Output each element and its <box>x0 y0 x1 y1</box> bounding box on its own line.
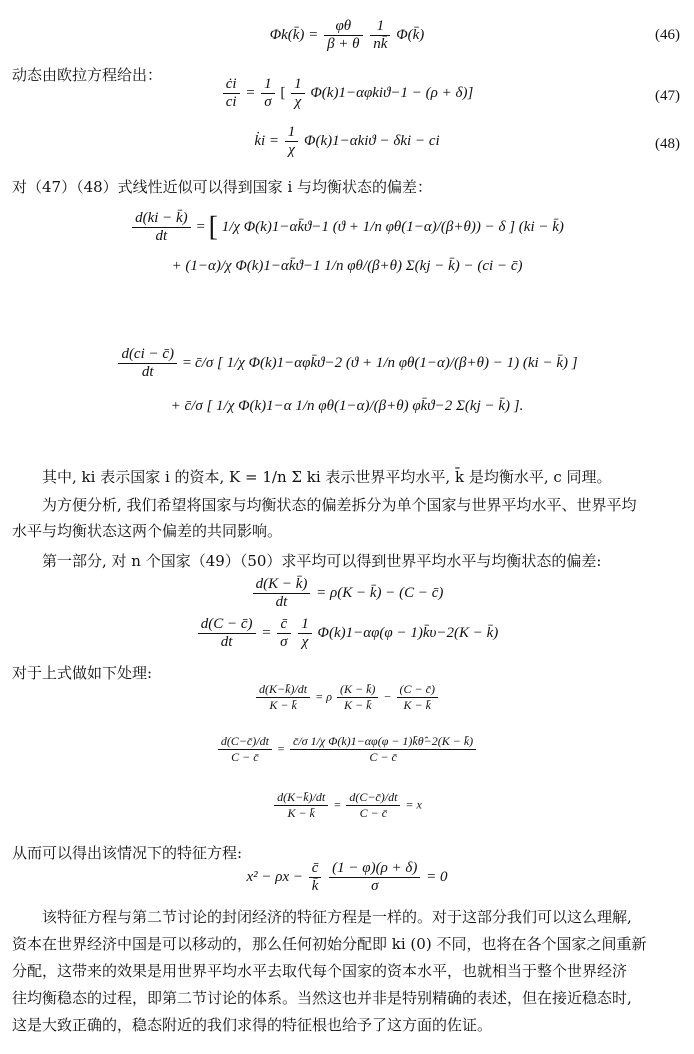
final-para-line-3: 分配，这带来的效果是用世界平均水平去取代每个国家的资本水平，也就相当于整个世界经济 <box>12 962 628 980</box>
deviation-c-equation-line2: + c̄/σ [ 1/χ Φ(k)1−α 1/n φθ(1−α)/(β+θ) φk̄ϑ−2 Σ(kj − k̄) ]. <box>170 398 524 414</box>
eq-number-46: (46) <box>655 27 680 43</box>
final-para-line-5: 这是大致正确的，稳态附近的我们求得的特征根也给予了这方面的佐证。 <box>12 1016 493 1034</box>
equation-46: Φk(k̄) = $\frac{\varphi\theta}{\beta + \theta}$ $\frac{1}{nk̄}$ Φ(k̄) <box>269 18 425 52</box>
para-first-part: 第一部分, 对 n 个国家（49）（50）求平均可以得到世界平均水平与均衡状态的偏差: <box>42 552 602 570</box>
final-para-line-4: 往均衡稳态的过程，即第二节讨论的体系。当然这也并非是特别精确的表述，但在接近稳态时, <box>12 989 632 1007</box>
para-split-a: 为方便分析, 我们希望将国家与均衡状态的偏差拆分为单个国家与世界平均水平、世界平均 <box>42 496 637 514</box>
equation-ratio-k: $\frac{d(K-k̄)/dt}{K - k̄}$ = ρ $\frac{(K - k̄)}{K - k̄}$ − $\frac{(C - c̄)}{K - k̄}$ <box>0 682 694 713</box>
final-para-line-2: 资本在世界经济中国是可以移动的，那么任何初始分配即 ki (0) 不同，也将在各个国家之间重新 <box>12 935 647 953</box>
deviation-k-equation: $\frac{d(ki - k̄)}{dt}$ = [ 1/χ Φ(k)1−αk̄ϑ−1 (ϑ + 1/n φθ(1−α)/(β+θ)) − δ ] (ki − k̄) <box>0 210 694 245</box>
text-linear: 对（47）（48）式线性近似可以得到国家 i 与均衡状态的偏差： <box>12 178 433 196</box>
equation-47: $\frac{ċi}{ci}$ = $\frac{1}{\sigma}$ [ $\frac{1}{\chi}$ Φ(k)1−αφkiϑ−1 − (ρ + δ)] <box>0 76 694 111</box>
eq-number-47: (47) <box>655 88 680 104</box>
eq-number-48: (48) <box>655 136 680 152</box>
para-definitions: 其中, ki 表示国家 i 的资本, K = 1/n Σ ki 表示世界平均水平, k̄ 是均衡水平, c 同理。 <box>42 468 612 486</box>
text-euler: 动态由欧拉方程给出： <box>12 66 163 84</box>
deviation-k-equation-line2: + (1−α)/χ Φ(k)1−αk̄ϑ−1 1/n φθ/(β+θ) Σ(kj − k̄) − (ci − c̄) <box>171 258 523 274</box>
para-split-b: 水平与均衡状态这两个偏差的共同影响。 <box>12 522 283 540</box>
final-para-line-1: 该特征方程与第二节讨论的封闭经济的特征方程是一样的。对于这部分我们可以这么理解, <box>42 908 632 926</box>
equation-ratio-c: $\frac{d(C-c̄)/dt}{C - c̄}$ = $\frac{\text{c̄/σ 1/χ Φ(k)1−αφ(φ − 1)k̄θ̂−2(K − k̄)}}{C - c̄}$ <box>0 734 694 765</box>
text-process: 对于上式做如下处理: <box>12 664 153 682</box>
equation-world-k: $\frac{d(K - k̄)}{dt}$ = ρ(K − k̄) − (C − c̄) <box>0 576 694 611</box>
text-characteristic: 从而可以得出该情况下的特征方程: <box>12 844 243 862</box>
deviation-c-equation: $\frac{d(ci - c̄)}{dt}$ = c̄/σ [ 1/χ Φ(k)1−αφk̄ϑ−2 (ϑ + 1/n φθ(1−α)/(β+θ) − 1) (ki − k̄) ] <box>0 346 694 381</box>
equation-world-c: $\frac{d(C - c̄)}{dt}$ = $\frac{c̄}{\sigma}$ $\frac{1}{\chi}$ Φ(k)1−αφ(φ − 1)k̄υ−2(K − k̄) <box>0 616 694 651</box>
equation-48: k̇i = $\frac{1}{\chi}$ Φ(k)1−αkiϑ − δki − ci <box>254 124 440 158</box>
equation-equal-x: $\frac{d(K-k̄)/dt}{K - k̄}$ = $\frac{d(C-c̄)/dt}{C - c̄}$ = x <box>0 790 694 821</box>
characteristic-equation: x² − ρx − $\frac{c̄}{k̄}$ $\frac{(1 - \varphi)(\rho + \delta)}{\sigma}$ = 0 <box>246 860 448 894</box>
